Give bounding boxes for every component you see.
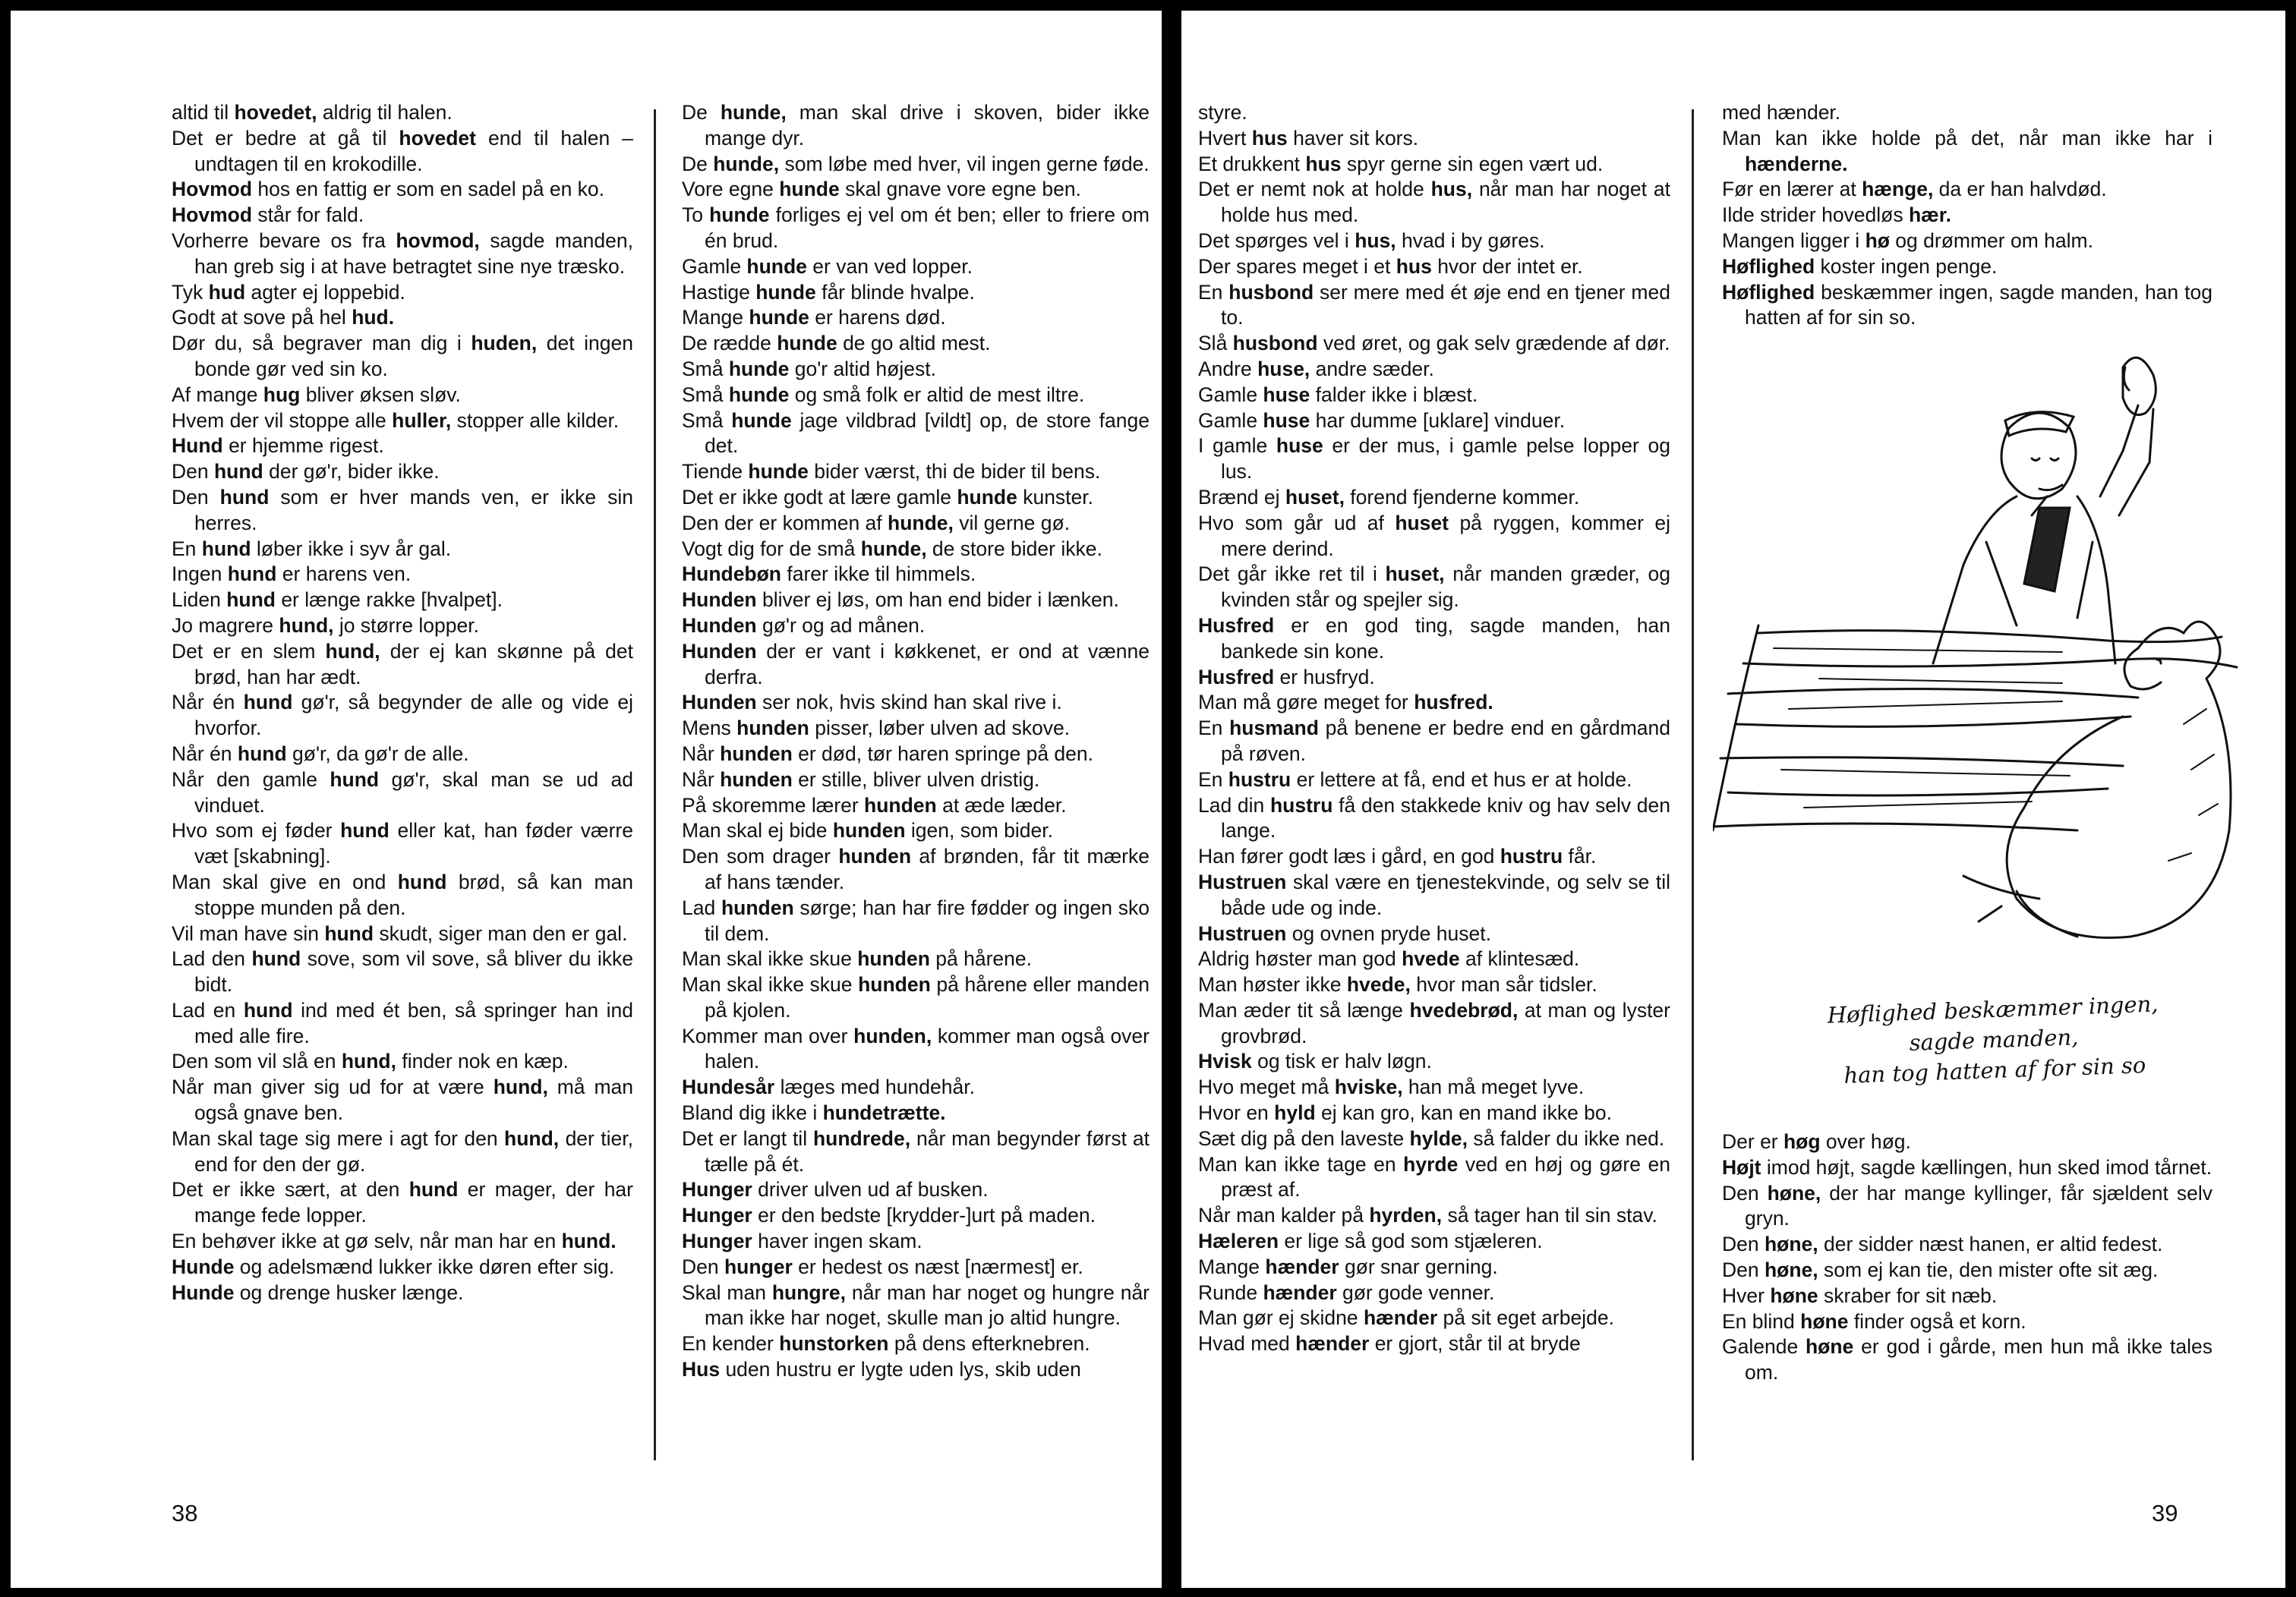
headword: hænder [1295, 1332, 1370, 1356]
headword: Hunger [682, 1204, 752, 1227]
proverb-entry: Den som drager hunden af brønden, får tit mærke af hans tænder. [682, 845, 1150, 893]
headword: huse [1276, 434, 1323, 458]
headword: hud [208, 280, 246, 304]
proverb-entry: Hund er hjemme rigest. [172, 434, 384, 458]
headword: hovedet, [234, 101, 317, 124]
headword: huse [1263, 408, 1310, 432]
proverb-entry: Ilde strider hovedløs hær. [1722, 203, 1951, 227]
proverb-entry: Man skal tage sig mere i agt for den hund, der tier, end for den der gø. [172, 1126, 633, 1176]
page-number: 38 [172, 1500, 198, 1526]
headword: hunden [720, 767, 793, 791]
proverb-entry: Sæt dig på den laveste hylde, så falder du ikke ned. [1198, 1126, 1665, 1150]
headword: Høflighed [1722, 254, 1815, 278]
headword: hunden [864, 793, 937, 817]
headword: hund [227, 562, 277, 586]
proverb-entry: Hustruen og ovnen pryde huset. [1198, 921, 1491, 945]
headword: hund [213, 460, 263, 484]
headword: Hus [682, 1358, 721, 1381]
caption-line: han tog hatten af for sin so [1843, 1052, 2146, 1088]
proverb-entry: Husfred er en god ting, sagde manden, han bankede sin kone. [1198, 613, 1670, 663]
proverb-entry: Ingen hund er harens ven. [172, 562, 412, 586]
proverb-entry: Brænd ej huset, forend fjenderne kommer. [1198, 485, 1580, 509]
proverb-entry: Man æder tit så længe hvedebrød, at man og lyster grovbrød. [1198, 998, 1670, 1047]
proverb-entry: Den hund der gø'r, bider ikke. [172, 460, 440, 484]
proverb-entry: Gamle hunde er van ved lopper. [682, 254, 973, 278]
headword: hvede [1402, 947, 1460, 971]
headword: hunde, [720, 101, 787, 124]
headword: hunde [748, 460, 809, 484]
left-page [11, 11, 1162, 1588]
right-column-2-top [1722, 100, 2212, 331]
proverb-entry: Den høne, som ej kan tie, den mister ofte sit æg. [1722, 1258, 2159, 1281]
headword: hund [330, 767, 380, 791]
headword: hvedebrød, [1409, 998, 1519, 1022]
proverb-entry: Hastige hunde får blinde hvalpe. [682, 280, 975, 304]
proverb-entry: Mange hunde er harens død. [682, 306, 946, 329]
proverb-entry: Slå husbond ved øret, og gak selv grædende af dør. [1198, 332, 1670, 355]
proverb-entry: Hvert hus haver sit kors. [1198, 126, 1419, 150]
proverb-entry: Det er ikke godt at lære gamle hunde kunster. [682, 485, 1094, 509]
headword: hund [219, 485, 270, 509]
headword: hund [201, 537, 251, 560]
proverb-entry: Man høster ikke hvede, hvor man sår tidsler. [1198, 973, 1597, 997]
headword: hunde, [860, 537, 927, 560]
headword: hunden [838, 845, 912, 868]
proverb-entry: Hunger driver ulven ud af busken. [682, 1178, 989, 1202]
headword: høne, [1764, 1258, 1818, 1281]
proverb-entry: En husmand på benene er bedre end en gårdmand på røven. [1198, 717, 1670, 765]
headword: Hustruen [1198, 921, 1287, 945]
proverb-entry: Skal man hungre, når man har noget og hungre når man ikke har noget, skulle man jo altid hungre. [682, 1280, 1150, 1330]
proverb-entry: Hus uden hustru er lygte uden lys, skib uden [682, 1358, 1081, 1381]
headword: hunden [857, 947, 930, 971]
headword: høne, [1767, 1181, 1821, 1205]
proverb-entry: Vil man have sin hund skudt, siger man den er gal. [172, 921, 628, 945]
proverb-entry: De hunde, man skal drive i skoven, bider ikke mange dyr. [682, 101, 1150, 150]
proverb-entry: Man kan ikke holde på det, når man ikke har i hænderne. [1722, 126, 2212, 175]
proverb-entry: Den der er kommen af hunde, vil gerne gø. [682, 511, 1071, 534]
proverb-entry: Af mange hug bliver øksen sløv. [172, 383, 461, 406]
proverb-entry: Hovmod står for fald. [172, 203, 364, 227]
headword: hyrden, [1369, 1204, 1443, 1227]
headword: Hund [172, 434, 223, 458]
headword: hunger [724, 1255, 793, 1278]
proverb-entry: Han fører godt læs i gård, en god hustru får. [1198, 845, 1597, 868]
headword: husbond [1232, 332, 1318, 355]
proverb-entry: Husfred er husfryd. [1198, 665, 1375, 688]
headword: hunde [749, 306, 809, 329]
proverb-entry: Hvo som går ud af huset på ryggen, kommer ej mere derind. [1198, 511, 1670, 560]
proverb-entry: Bland dig ikke i hundetrætte. [682, 1101, 946, 1125]
headword: hundetrætte. [822, 1101, 946, 1125]
proverb-entry: Når én hund gø'r, så begynder de alle og vide ej hvorfor. [172, 691, 634, 740]
headword: hund, [325, 639, 380, 663]
headword: hund [340, 819, 390, 843]
proverb-entry: Det spørges vel i hus, hvad i by gøres. [1198, 228, 1545, 252]
proverb-entry: Kommer man over hunden, kommer man også over halen. [682, 1024, 1150, 1073]
column-divider [654, 109, 656, 1460]
headword: hviske, [1334, 1076, 1403, 1099]
proverb-entry: Andre huse, andre sæder. [1198, 357, 1434, 380]
proverb-entry: Hovmod hos en fattig er som en sadel på en ko. [172, 178, 605, 201]
headword: Hunde [172, 1255, 235, 1278]
headword: hunden [721, 896, 794, 919]
headword: hænge, [1862, 178, 1934, 201]
headword: høg [1784, 1130, 1821, 1153]
right-column-2-bottom [1722, 1129, 2212, 1386]
proverb-entry: Når hunden er død, tør haren springe på den. [682, 742, 1094, 765]
proverb-entry: Den høne, der sidder næst hanen, er altid fedest. [1722, 1233, 2163, 1256]
proverb-entry: I gamle huse er der mus, i gamle pelse lopper og lus. [1198, 434, 1670, 484]
proverb-entry: En hustru er lettere at få, end et hus er at holde. [1198, 767, 1632, 791]
column-divider [1692, 109, 1694, 1460]
headword: hunde [731, 408, 792, 432]
proverb-entry: Når man giver sig ud for at være hund, må man også gnave ben. [172, 1076, 634, 1125]
headword: Hovmod [172, 178, 252, 201]
headword: hunde [728, 383, 790, 406]
proverb-entry: Den høne, der har mange kyllinger, får sjældent selv gryn. [1722, 1181, 2213, 1230]
proverb-entry: Mangen ligger i hø og drømmer om halm. [1722, 228, 2093, 252]
proverb-entry: De hunde, som løbe med hver, vil ingen gerne føde. [682, 152, 1150, 175]
proverb-entry: Man gør ej skidne hænder på sit eget arbejde. [1198, 1306, 1614, 1330]
proverb-entry: Hvo meget må hviske, han må meget lyve. [1198, 1076, 1585, 1099]
illustration-caption [1780, 987, 2208, 1092]
headword: Hæleren [1198, 1230, 1279, 1253]
headword: høne, [1764, 1233, 1818, 1256]
headword: hænder [1363, 1306, 1438, 1330]
headword: hunstorken [779, 1332, 889, 1356]
left-column-1 [172, 100, 633, 1306]
proverb-entry: Et drukkent hus spyr gerne sin egen vært ud. [1198, 152, 1604, 175]
caption-line: sagde manden, [1909, 1024, 2079, 1056]
proverb-entry: På skoremme lærer hunden at æde læder. [682, 793, 1067, 817]
proverb-entry: Hvo som ej føder hund eller kat, han føder værre væt [skabning]. [172, 819, 633, 868]
headword: husbond [1228, 280, 1314, 304]
headword: hud. [352, 306, 395, 329]
proverb-entry: Hæleren er lige så god som stjæleren. [1198, 1230, 1543, 1253]
proverb-entry: Vogt dig for de små hunde, de store bider ikke. [682, 537, 1102, 560]
proverb-entry: Godt at sove på hel hud. [172, 306, 395, 329]
headword: Husfred [1198, 665, 1275, 688]
headword: hunden [736, 717, 809, 740]
proverb-entry: Hundebøn farer ikke til himmels. [682, 562, 976, 586]
proverb-entry: Lad hunden sørge; han har fire fødder og ingen sko til dem. [682, 896, 1150, 945]
headword: hund [408, 1178, 459, 1202]
proverb-entry: Det går ikke ret til i huset, når manden græder, og kvinden står og spejler sig. [1198, 562, 1670, 612]
headword: hund [243, 998, 293, 1022]
proverb-entry: Tyk hud agter ej loppebid. [172, 280, 405, 304]
proverb-entry: Den hunger er hedest os næst [nærmest] er. [682, 1255, 1083, 1278]
headword: hunde [709, 203, 770, 227]
headword: huset, [1385, 562, 1445, 586]
proverb-entry: Hvor en hyld ej kan gro, kan en mand ikke bo. [1198, 1101, 1613, 1125]
headword: hunde, [713, 152, 780, 175]
headword: Hunden [682, 588, 757, 612]
headword: hund, [279, 613, 334, 637]
headword: huset [1395, 511, 1449, 534]
headword: hovedet [399, 126, 476, 150]
proverb-entry: To hunde forliges ej vel om ét ben; eller to friere om én brud. [682, 203, 1150, 252]
headword: Husfred [1198, 613, 1275, 637]
proverb-entry: altid til hovedet, aldrig til halen. [172, 101, 453, 124]
headword: hyld [1274, 1101, 1316, 1125]
proverb-entry: Hunden bliver ej løs, om han end bider i lænken. [682, 588, 1119, 612]
headword: hund [251, 947, 301, 971]
headword: husfred. [1414, 691, 1493, 714]
headword: hunde [755, 280, 816, 304]
headword: Hundesår [682, 1076, 775, 1099]
proverb-entry: Når hunden er stille, bliver ulven dristig. [682, 767, 1040, 791]
proverb-entry: Man kan ikke tage en hyrde ved en høj og gøre en præst af. [1198, 1152, 1670, 1202]
proverb-entry: En behøver ikke at gø selv, når man har en hund. [172, 1230, 617, 1253]
proverb-entry: Det er langt til hundrede, når man begynder først at tælle på ét. [682, 1126, 1150, 1176]
proverb-entry: De rædde hunde de go altid mest. [682, 332, 991, 355]
headword: Hunger [682, 1178, 752, 1202]
proverb-entry: En hund løber ikke i syv år gal. [172, 537, 452, 560]
headword: hundrede, [812, 1126, 911, 1150]
proverb-entry: Man skal ej bide hunden igen, som bider. [682, 819, 1053, 843]
proverb-entry: Gamle huse falder ikke i blæst. [1198, 383, 1478, 406]
proverb-entry: Før en lærer at hænge, da er han halvdød. [1722, 178, 2107, 201]
headword: hus, [1430, 178, 1473, 201]
right-column-1 [1198, 100, 1670, 1357]
headword: hund, [341, 1050, 396, 1073]
headword: Hunden [682, 613, 757, 637]
proverb-entry: Det er nemt nok at holde hus, når man har noget at holde hus med. [1198, 178, 1670, 227]
proverb-entry: Lad din hustru få den stakkede kniv og hav selv den lange. [1198, 793, 1670, 843]
proverb-entry: Højt imod højt, sagde kællingen, hun sked imod tårnet. [1722, 1155, 2212, 1179]
headword: Hunden [682, 639, 757, 663]
headword: høne [1770, 1284, 1818, 1307]
headword: huller, [392, 408, 452, 432]
proverb-entry: Hustruen skal være en tjenestekvinde, og selv se til både ude og inde. [1198, 870, 1670, 919]
proverb-entry: Runde hænder gør gode venner. [1198, 1280, 1495, 1304]
headword: hund [397, 870, 447, 893]
headword: hylde, [1409, 1126, 1468, 1150]
headword: Højt [1722, 1155, 1761, 1179]
proverb-entry: Høflighed koster ingen penge. [1722, 254, 1998, 278]
proverb-entry: Man må gøre meget for husfred. [1198, 691, 1493, 714]
headword: Hunger [682, 1230, 752, 1253]
headword: hænder [1263, 1280, 1337, 1304]
proverb-entry: styre. [1198, 101, 1247, 124]
proverb-entry: Hunden der er vant i køkkenet, er ond at vænne derfra. [682, 639, 1150, 688]
headword: hunde [779, 178, 840, 201]
headword: høne [1800, 1309, 1849, 1333]
headword: hunde [746, 254, 807, 278]
proverb-entry: Hundesår læges med hundehår. [682, 1076, 975, 1099]
proverb-entry: Den som vil slå en hund, finder nok en kæp. [172, 1050, 569, 1073]
headword: huse, [1257, 357, 1310, 380]
left-column-2 [682, 100, 1150, 1383]
headword: Hustruen [1198, 870, 1287, 893]
proverb-entry: Hvisk og tisk er halv løgn. [1198, 1050, 1432, 1073]
proverb-entry: Små hunde go'r altid højest. [682, 357, 936, 380]
right-page [1181, 11, 2285, 1588]
proverb-entry: Liden hund er længe rakke [hvalpet]. [172, 588, 503, 612]
headword: Høflighed [1722, 280, 1815, 304]
headword: hungre, [771, 1280, 847, 1304]
proverb-entry: Det er bedre at gå til hovedet end til halen – undtagen til en krokodille. [172, 126, 633, 175]
headword: hunde [957, 485, 1017, 509]
proverb-entry: Lad den hund sove, som vil sove, så bliver du ikke bidt. [172, 947, 633, 997]
proverb-entry: Mange hænder gør snar gerning. [1198, 1255, 1498, 1278]
headword: hø [1865, 228, 1890, 252]
headword: Hunden [682, 691, 757, 714]
headword: Hunde [172, 1280, 235, 1304]
headword: Hundebøn [682, 562, 781, 586]
proverb-entry: Hvad med hænder er gjort, står til at bryde [1198, 1332, 1581, 1356]
proverb-entry: Vorherre bevare os fra hovmod, sagde manden, han greb sig i at have betragtet sine nye træsko. [172, 228, 633, 278]
proverb-entry: Aldrig høster man god hvede af klintesæd. [1198, 947, 1580, 971]
headword: hug [263, 383, 301, 406]
page-number: 39 [2152, 1500, 2178, 1526]
proverb-entry: Hunger er den bedste [krydder-]urt på maden. [682, 1204, 1096, 1227]
proverb-entry: Galende høne er god i gårde, men hun må ikke tales om. [1722, 1335, 2212, 1384]
proverb-entry: Jo magrere hund, jo større lopper. [172, 613, 479, 637]
proverb-entry: Det er en slem hund, der ej kan skønne på det brød, han har ædt. [172, 639, 633, 688]
headword: høne [1806, 1335, 1854, 1359]
proverb-entry: Hunger haver ingen skam. [682, 1230, 922, 1253]
headword: hunde, [888, 511, 954, 534]
headword: hunde [728, 357, 790, 380]
headword: hænderne. [1745, 152, 1848, 175]
headword: hund [243, 691, 293, 714]
proverb-entry: Gamle huse har dumme [uklare] vinduer. [1198, 408, 1566, 432]
headword: Hvisk [1198, 1050, 1252, 1073]
headword: hus [1251, 126, 1288, 150]
proverb-entry: Man skal ikke skue hunden på hårene eller manden på kjolen. [682, 973, 1150, 1022]
headword: hænder [1265, 1255, 1339, 1278]
proverb-entry: Tiende hunde bider værst, thi de bider til bens. [682, 460, 1101, 484]
proverb-entry: Der er høg over høg. [1722, 1130, 1911, 1153]
headword: hovmod, [396, 228, 480, 252]
headword: hunden [858, 973, 931, 997]
proverb-entry: Små hunde jage vildbrad [vildt] op, de store fange det. [682, 408, 1150, 458]
headword: Hovmod [172, 203, 252, 227]
headword: hustru [1228, 767, 1292, 791]
proverb-entry: Dør du, så begraver man dig i huden, det ingen bonde gør ved sin ko. [172, 332, 633, 380]
proverb-entry: En blind høne finder også et korn. [1722, 1309, 2026, 1333]
proverb-entry: Lad en hund ind med ét ben, så springer han ind med alle fire. [172, 998, 633, 1047]
proverb-entry: med hænder. [1722, 101, 1841, 124]
headword: hund, [504, 1126, 560, 1150]
proverb-entry: Man skal ikke skue hunden på hårene. [682, 947, 1033, 971]
proverb-entry: En husbond ser mere med ét øje end en tjener med to. [1198, 280, 1670, 329]
headword: hunde [777, 332, 837, 355]
proverb-entry: Den hund som er hver mands ven, er ikke sin herres. [172, 485, 633, 534]
proverb-entry: Hver høne skraber for sit næb. [1722, 1284, 1998, 1307]
proverb-entry: Man skal give en ond hund brød, så kan man stoppe munden på den. [172, 870, 633, 919]
caption-line: Høflighed beskæmmer ingen, [1827, 991, 2159, 1028]
headword: hær. [1908, 203, 1951, 227]
headword: huset, [1285, 485, 1345, 509]
headword: hund [324, 921, 374, 945]
headword: hyrde [1403, 1152, 1459, 1176]
headword: hus, [1355, 228, 1396, 252]
proverb-entry: Små hunde og små folk er altid de mest iltre. [682, 383, 1085, 406]
proverb-entry: Vore egne hunde skal gnave vore egne ben. [682, 178, 1081, 201]
headword: huden, [471, 332, 538, 355]
headword: hund [226, 588, 276, 612]
headword: hvede, [1346, 973, 1411, 997]
headword: hustru [1500, 845, 1563, 868]
headword: huse [1263, 383, 1310, 406]
headword: hustru [1269, 793, 1333, 817]
proverb-entry: Hunde og adelsmænd lukker ikke døren efter sig. [172, 1255, 615, 1278]
headword: hund. [561, 1230, 617, 1253]
proverb-entry: Der spares meget i et hus hvor der intet er. [1198, 254, 1583, 278]
headword: hunden [832, 819, 906, 843]
proverb-entry: Hunde og drenge husker længe. [172, 1280, 464, 1304]
headword: hund, [493, 1076, 548, 1099]
proverb-entry: Hunden ser nok, hvis skind han skal rive i. [682, 691, 1062, 714]
proverb-entry: Når én hund gø'r, da gø'r de alle. [172, 742, 469, 765]
headword: husmand [1229, 717, 1319, 740]
proverb-entry: Hunden gø'r og ad månen. [682, 613, 926, 637]
proverb-entry: Det er ikke sært, at den hund er mager, der har mange fede lopper. [172, 1178, 633, 1227]
headword: hunden [720, 742, 793, 765]
man-and-pig-illustration [1713, 345, 2260, 952]
headword: hus [1396, 254, 1432, 278]
headword: hunden, [853, 1024, 932, 1047]
proverb-entry: Når man kalder på hyrden, så tager han til sin stav. [1198, 1204, 1657, 1227]
proverb-entry: Når den gamle hund gø'r, skal man se ud ad vinduet. [172, 767, 633, 817]
proverb-entry: Høflighed beskæmmer ingen, sagde manden, han tog hatten af for sin so. [1722, 280, 2212, 329]
headword: hund [237, 742, 287, 765]
proverb-entry: En kender hunstorken på dens efterknebren. [682, 1332, 1090, 1356]
proverb-entry: Hvem der vil stoppe alle huller, stopper alle kilder. [172, 408, 620, 432]
headword: hus [1305, 152, 1342, 175]
proverb-entry: Mens hunden pisser, løber ulven ad skove. [682, 717, 1071, 740]
